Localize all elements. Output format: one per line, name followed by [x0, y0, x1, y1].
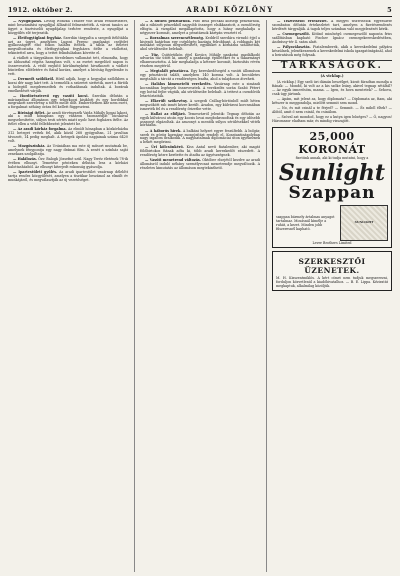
article-heading: — Az aradi kórház forgalma. [13, 127, 67, 132]
article-paragraph [8, 112, 128, 127]
column-middle [134, 20, 260, 572]
article-text: Lessig Wonzka Traiber volt aradi rendőrtisztet, mint beszámítási nyugdíjjal állásától felmentették. A városi tanács az ügyet a tisztviselői nyugdíjalap terhére rendezte, a nyugdíjat a közgyűlés elé terjesztik. [8, 20, 128, 35]
article-paragraph [140, 130, 260, 145]
article-heading: — Tisztviselői értekezlet. [277, 20, 328, 23]
article-paragraph [8, 57, 128, 76]
article-paragraph [8, 37, 128, 56]
article-heading: — A háborús hírek. [145, 128, 182, 133]
article-text: — No, és mit csinál a te férjed? — Semmit. — És miből éltek? — Abból, amit ő nem csinál, én csinálom. [272, 106, 392, 114]
article-heading: — Ipartestületi gyűlés. [13, 169, 58, 174]
article-paragraph [8, 158, 128, 170]
article-paragraph [272, 81, 392, 96]
column-right [266, 20, 392, 572]
article-text: Hírül adják, hogy a hegyaljai szőlőkben a korai dér nagy kárt tett. A termelők a szüretet siettetik, mert a fürtök a hidegtől megdermedtek és rothadásnak indultak. A borárak emelkedését várják. [8, 76, 128, 93]
article-paragraph [272, 20, 392, 32]
article-paragraph [140, 20, 260, 35]
article-text: Temesvárról jelentik: Tegnap délután az egyik külvárosi utcán egy kocsis lovai megbokrosodtak és egy idősebb asszonyt elgázoltak. Az asszonyt a mentők súlyos sérülésekkel vitték kórházba. [140, 111, 260, 128]
article-heading: — Mozgószínház. [13, 144, 46, 149]
article-heading: — Borzalmas szerencsétlenség. [145, 35, 205, 40]
article-paragraph [8, 78, 128, 93]
article-heading: — Halálozás. [13, 156, 37, 161]
article-text: Vasárnap este a zimándi kocsmában legények összevesztek. A verekedés során Szabó Pétert egy bottal fejbe vágták, aki sérüléseibe belehalt. A tettest a csendőrök letartóztatták. [140, 82, 260, 98]
article-text: Szerdán délután a máriaradnai állomáson egy teherkocsi kisiklott és egy hordókkal megrakott szerelvény a töltés mellé dőlt. Emberéletben kár nem esett, a forgalmat néhány órára fel kellett függeszteni. [8, 93, 128, 110]
article-text: Csütörtökön éjjel Kovács Mihály pankotai gazdálkodó udvarán tűz ütött ki, amely a gazdasági épületeket és a takarmányt elhamvasztotta. A kár meghaladja a kétezer koronát, biztosítás révén részben megtérül. [140, 52, 260, 69]
article-paragraph [140, 113, 260, 128]
soap-box-image [340, 205, 388, 241]
article-text: Özv. Balogh Józsefné szül. Nagy Teréz életének 78-ik évében elhunyt. Temetése pénteken délután lesz a kórházi halottasházból. Az elhunyt kiterjedt rokonság gyászolja. [8, 156, 128, 169]
article-heading: — Megtalált pénztárca. [145, 69, 190, 74]
header-date: 1912. október 2. [8, 6, 73, 14]
article-text: Az aradi törvényszék Vajda Mihály lippai lakost, aki a múlt hónapban egy vásáron szomszédját bicskával megsebesítette, súlyos testi sértés miatt nyolc havi fogházra ítélte. Az ítélet ellen a védő fellebbezést jelentett be. [8, 110, 128, 127]
article-paragraph [8, 171, 128, 183]
article-paragraph [272, 116, 392, 124]
article-heading: — Pályaválasztás. [277, 44, 311, 49]
section-title: TARKASÁGOK. [272, 60, 392, 73]
article-paragraph [8, 95, 128, 110]
article-heading: — A hűtlen pénztárnok. [145, 20, 191, 23]
article-paragraph [140, 37, 260, 52]
article-text: Fiatalemberek, akik a kereskedelmi pályára készülnek, jelentkezzenek a kereskedelmi iskola igazgatóságánál, ahol a beiratások még folynak. [272, 44, 392, 57]
article-heading: — Úri kölcsönkérő. [145, 145, 184, 150]
article-paragraph [140, 100, 260, 112]
right-top-news [272, 20, 392, 57]
editorial-messages-title: SZERKESZTŐI ÜZENETEK. [298, 256, 366, 275]
column-left [8, 20, 128, 572]
article-heading: — Hallat az elöljáró. [145, 111, 186, 116]
columns [8, 20, 392, 572]
ad-product: Szappan [288, 182, 376, 203]
ad-intro: fizetünk annak, aki ki tudja mutatni, hogy a [295, 155, 369, 160]
ad-note: szappan bármely ártalmas anyagot tartalmaz. Mosásnál kímélje a ruhát, a kezet. Minden jobb fűszeresnél kapható. [276, 214, 335, 231]
editorial-messages-text: M. H. Kisszentmiklós. A kért címet nem tudjuk megszerezni, forduljon közvetlenül a kiadóhivatalhoz. — B. E. Lippa. Kéziratát megkaptuk, alkalmilag közöljük. [276, 275, 388, 288]
article-text: — Apám, mit jelent az, hogy diplomata? — Diplomata az, fiam, aki kétszer is meggondolja, mielőtt semmit sem mond. [272, 96, 392, 105]
article-text: Szerdán tárgyalta a szegedi ítélőtábla azt az ügyet, amelyben Lugosi Ferenc gazdasági cselédet gyilkosságért első fokon halálra ítélték. A tábla az ítéletet megváltoztatta és életfogytiglani fegyházra ítélte a vádlottat, tekintettel arra, hogy a tettet felindulásban követte el. [8, 35, 128, 56]
article-paragraph [272, 107, 392, 115]
article-heading: — Bírósági ítélet. [13, 110, 46, 115]
article-paragraph [272, 98, 392, 106]
article-text: Keddről szerdára virradó éjjel a kisjenői határban egy cséplőgép kazánja felrobbant. A robbanás két munkást súlyosan megsebesített, egyiküket a kórházba szállították, ahol sérüléseibe belehalt. [140, 35, 260, 52]
article-text: Október elsejétől kezdve az aradi állomásról induló néhány személyvonat menetrendje megváltozik. A részletes kimutatás az állomáson megtekinthető. [140, 158, 260, 171]
article-text: Kiss Antal nevű fiatalember, aki magát földbirtokos fiának adta ki, több aradi kereskedőt rászedett. A rendőrség kézre kerítette és átadta az ügyészségnek. [140, 145, 260, 158]
article-text: Az Urániában ma este új műsort mutatnak be, amelynek fénypontja egy nagy drámai film. A zenét a színház saját zenekara szolgáltatja. [8, 144, 128, 156]
article-text: Egy kereskedősegéd a vasúti állomáson egy pénztárcát talált, amelyben 140 korona volt. A becsületes megtaláló a tárcát a rendőrségen leadta, ahol a tulajdonos átveheti. [140, 69, 260, 81]
ad-body [276, 205, 388, 241]
article-heading: — Vasúti menetrend változás. [145, 158, 201, 163]
article-text: A megyei tisztviselők egyesülete szombaton délután értekezletet tart, amelyen a fizetésrendezés kérdését tárgyalják. A tagok teljes számban való megjelenését kérik. [272, 20, 392, 31]
right-mid-jokes [272, 81, 392, 124]
article-text: A vádlott a tárgyaláson töredelmes vallomást tett, elmondta, hogy az áldozattal régóta haragban volt, s az esetet megelőző napon is összevesztek. A védő enyhítő körülményként hivatkozott a vádlott büntetlen előéletére és fiatal korára, amelyet a bíróság figyelembe is vett. [8, 56, 128, 76]
article-paragraph [272, 46, 392, 58]
editorial-messages-box [272, 251, 392, 291]
article-text: Pató Béla pécskai községi pénztárnok, aki a rábízott pénzekből nagyobb összeget elsikkasztott, a csendőrség elfogta. A vizsgálat megállapította, hogy a hiány meghaladja a négyezer koronát, amelyet a pénztárnok kártyán vesztett el. [140, 20, 260, 35]
article-heading: — Csemegeszőlő. [277, 31, 310, 36]
section-subtitle: (A vicklap.) [320, 74, 344, 79]
article-paragraph [140, 54, 260, 69]
sunlight-advertisement [272, 127, 392, 248]
article-paragraph [8, 20, 128, 35]
header-title: ARADI KÖZLÖNY [186, 5, 274, 14]
article-heading: — Életfogytiglani fegyház. [13, 35, 63, 40]
article-paragraph [140, 159, 260, 171]
article-text: Kitűnő minőségű csemegeszőlő naponta friss szállításban kapható Fischer Ignácz csemegekereskedésében, Andrássy-tér 4. szám alatt. [272, 31, 392, 44]
soap-box-label: SUNLIGHT [354, 219, 374, 224]
article-paragraph [272, 33, 392, 45]
article-heading: — Nyugdíjazás. [13, 20, 43, 23]
article-paragraph [8, 128, 128, 143]
ad-amount: 25,000 KORONÁT [298, 129, 366, 156]
article-text: A szegedi Csillag-börtönből múlt héten megszökött rab ismét kézre került. Aradon, egy külvárosi korcsmában ismerték fel és a rendőrség őrizetbe vette. [140, 98, 260, 111]
ad-seller: Lever Brothers Limited [312, 240, 352, 245]
article-text: (A vicklap.) Egy szeli úri dámán beszélget, kicsit fáradtan mondja a fiának: — Mondd, ki volt az a kis szőke leány, akivel tegnap sétáltál? — Az egyik ismerősöm, mama. — Igen, és hova mentetek? — Sehova, csak úgy jártunk. [272, 80, 392, 96]
page-header [8, 5, 392, 17]
article-heading: — Tűz. [145, 52, 159, 57]
article-heading: — Elkerült szökevény. [145, 98, 188, 103]
article-heading: — Hordórésztvevő egy vasúti kocsi. [13, 93, 89, 98]
article-heading: — Dermedt szőlőkről. [13, 76, 55, 81]
article-paragraph [140, 70, 260, 82]
article-paragraph [8, 145, 128, 157]
article-text: — Szóval azt mondod, hogy ez a kutya igen hűséges? — Ó, nagyon! Háromszor eladtam már, és mindig visszajött. [272, 115, 392, 123]
header-page-number: 5 [387, 6, 392, 14]
article-text: A balkáni helyzet egyre feszültebb. A bolgár, szerb és görög kormány mozgósítást rendelt el, Konstantinápolyban nagy izgalom uralkodik. A nagyhatalmak diplomáciai úton igyekeznek a békét megőrizni. [140, 128, 260, 145]
article-text: Az elmúlt hónapban a közkórházba 312 beteget vettek fel, akik közül 268 gyógyultan, 21 javultan távozott, 14 pedig meghalt. A betegek ápolási napjainak száma 6420 volt. [8, 127, 128, 143]
article-heading: — Halálos kimenetelű verekedés. [145, 82, 212, 87]
article-text: Az aradi ipartestület vasárnap délelőtt tartja rendes közgyűlését, amelyen a tisztikar beszámol az elmúlt év munkájáról, és megválasztják az új vezetőséget. [8, 169, 128, 182]
article-paragraph [140, 146, 260, 158]
ad-brand: Sunlight [278, 159, 386, 186]
article-paragraph [140, 83, 260, 98]
